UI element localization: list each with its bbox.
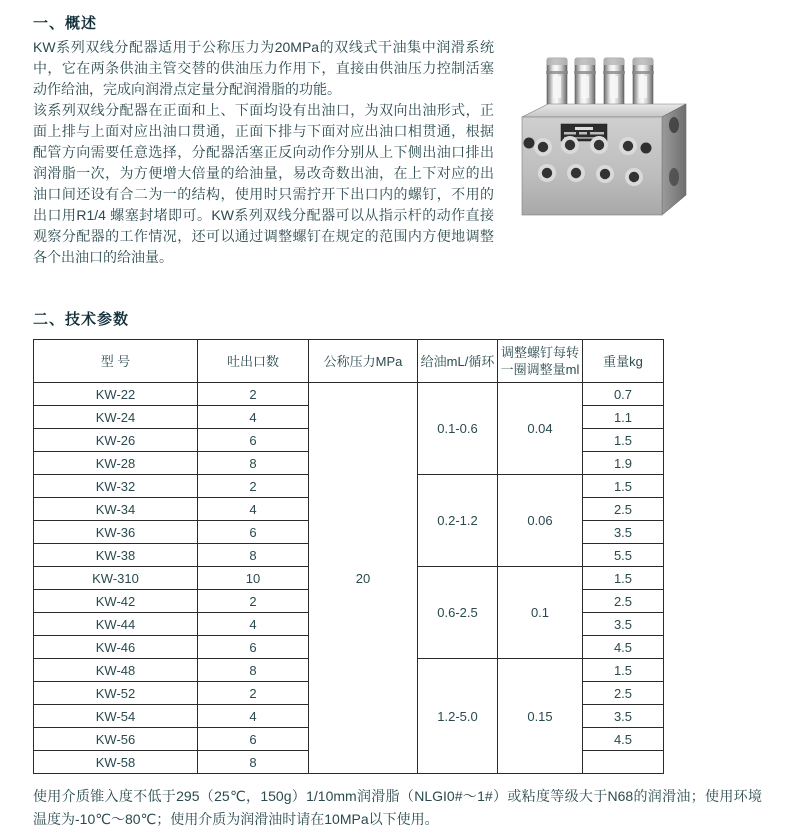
model-cell: KW-22 — [34, 383, 198, 406]
outlets-cell: 8 — [198, 751, 309, 774]
weight-cell: 2.5 — [583, 590, 664, 613]
adjust-cell: 0.15 — [498, 659, 583, 774]
model-cell: KW-48 — [34, 659, 198, 682]
model-cell: KW-26 — [34, 429, 198, 452]
weight-cell: 4.5 — [583, 728, 664, 751]
distributor-block — [522, 104, 686, 215]
outlets-cell: 8 — [198, 659, 309, 682]
adjust-cell: 0.06 — [498, 475, 583, 567]
weight-cell: 1.5 — [583, 659, 664, 682]
model-cell: KW-38 — [34, 544, 198, 567]
model-cell: KW-56 — [34, 728, 198, 751]
header-feed: 给油mL/循环 — [418, 340, 498, 383]
outlets-cell: 2 — [198, 590, 309, 613]
feed-cell: 0.2-1.2 — [418, 475, 498, 567]
model-cell: KW-46 — [34, 636, 198, 659]
table-header-row — [34, 340, 664, 383]
model-cell: KW-54 — [34, 705, 198, 728]
header-pressure: 公称压力MPa — [309, 340, 418, 383]
distributor-photo-illustration — [500, 45, 756, 235]
outlets-cell: 2 — [198, 682, 309, 705]
weight-cell: 1.9 — [583, 452, 664, 475]
adjust-cell: 0.1 — [498, 567, 583, 659]
model-cell: KW-32 — [34, 475, 198, 498]
weight-cell: 1.1 — [583, 406, 664, 429]
outlets-cell: 4 — [198, 406, 309, 429]
outlets-cell: 4 — [198, 498, 309, 521]
model-cell: KW-44 — [34, 613, 198, 636]
outlets-cell: 6 — [198, 728, 309, 751]
model-cell: KW-36 — [34, 521, 198, 544]
weight-cell: 2.5 — [583, 682, 664, 705]
feed-cell: 0.1-0.6 — [418, 383, 498, 475]
outlets-cell: 4 — [198, 705, 309, 728]
header-outlets: 吐出口数 — [198, 340, 309, 383]
outlets-cell: 2 — [198, 475, 309, 498]
outlets-cell: 6 — [198, 636, 309, 659]
outlets-cell: 6 — [198, 521, 309, 544]
weight-cell: 1.5 — [583, 475, 664, 498]
adjust-cell: 0.04 — [498, 383, 583, 475]
feed-cell: 1.2-5.0 — [418, 659, 498, 774]
weight-cell: 3.5 — [583, 705, 664, 728]
outlets-cell: 6 — [198, 429, 309, 452]
header-model: 型 号 — [34, 340, 198, 383]
outlets-cell: 10 — [198, 567, 309, 590]
overview-paragraph-1: KW系列双线分配器适用于公称压力为20MPa的双线式干油集中润滑系统中，它在两条供油主管交替的供油压力作用下，直接由供油压力控制活塞动作给油，完成向润滑点定量分配润滑脂的功能。 — [33, 39, 494, 97]
outlets-cell: 8 — [198, 544, 309, 567]
weight-cell: 3.5 — [583, 521, 664, 544]
model-cell: KW-24 — [34, 406, 198, 429]
overview-paragraph-2: 该系列双线分配器在正面和上、下面均设有出油口，为双向出油形式，正面上排与上面对应出油口贯通，正面下排与下面对应出油口相贯通，根据配管方向需要任意选择，分配器活塞正反向动作分别从上下侧出油口排出润滑脂一次，为方便增大倍量的给油量，易改奇数出油，在上下对应的出油口间还设有合二为一的结构，使用时只需拧开下出口内的螺钉，不用的出口用R1/4 螺塞封堵即可。KW系列双线分配器可以从指示杆的动作直接观察分配器的工作情况，还可以通过调整螺钉在规定的范围内方便地调整各个出油口的给油量。 — [33, 102, 494, 265]
params-heading: 二、技术参数 — [33, 311, 130, 328]
overview-heading: 一、概述 — [33, 15, 98, 32]
pressure-cell: 20 — [309, 383, 418, 774]
feed-cell: 0.6-2.5 — [418, 567, 498, 659]
weight-cell: 1.5 — [583, 429, 664, 452]
outlets-cell: 2 — [198, 383, 309, 406]
header-weight: 重量kg — [583, 340, 664, 383]
header-adjust: 调整螺钉每转一圈调整量ml — [498, 340, 583, 383]
weight-cell: 4.5 — [583, 636, 664, 659]
product-photo — [500, 37, 762, 237]
model-cell: KW-42 — [34, 590, 198, 613]
usage-note: 使用介质锥入度不低于295（25℃，150g）1/10mm润滑脂（NLGI0#～1#）或粘度等级大于N68的润滑油；使用环境温度为-10℃～80℃；使用介质为润滑油时请在10MPa以下使用。 — [33, 788, 762, 827]
table-row — [34, 383, 664, 406]
model-cell: KW-58 — [34, 751, 198, 774]
weight-cell: 0.7 — [583, 383, 664, 406]
model-cell: KW-34 — [34, 498, 198, 521]
weight-cell: 2.5 — [583, 498, 664, 521]
model-cell: KW-52 — [34, 682, 198, 705]
model-cell: KW-310 — [34, 567, 198, 590]
weight-cell: 3.5 — [583, 613, 664, 636]
model-cell: KW-28 — [34, 452, 198, 475]
weight-cell: 5.5 — [583, 544, 664, 567]
outlets-cell: 4 — [198, 613, 309, 636]
overview-section — [33, 37, 762, 268]
outlets-cell: 8 — [198, 452, 309, 475]
spec-table — [33, 339, 664, 774]
weight-cell: 1.5 — [583, 567, 664, 590]
weight-cell — [583, 751, 664, 774]
